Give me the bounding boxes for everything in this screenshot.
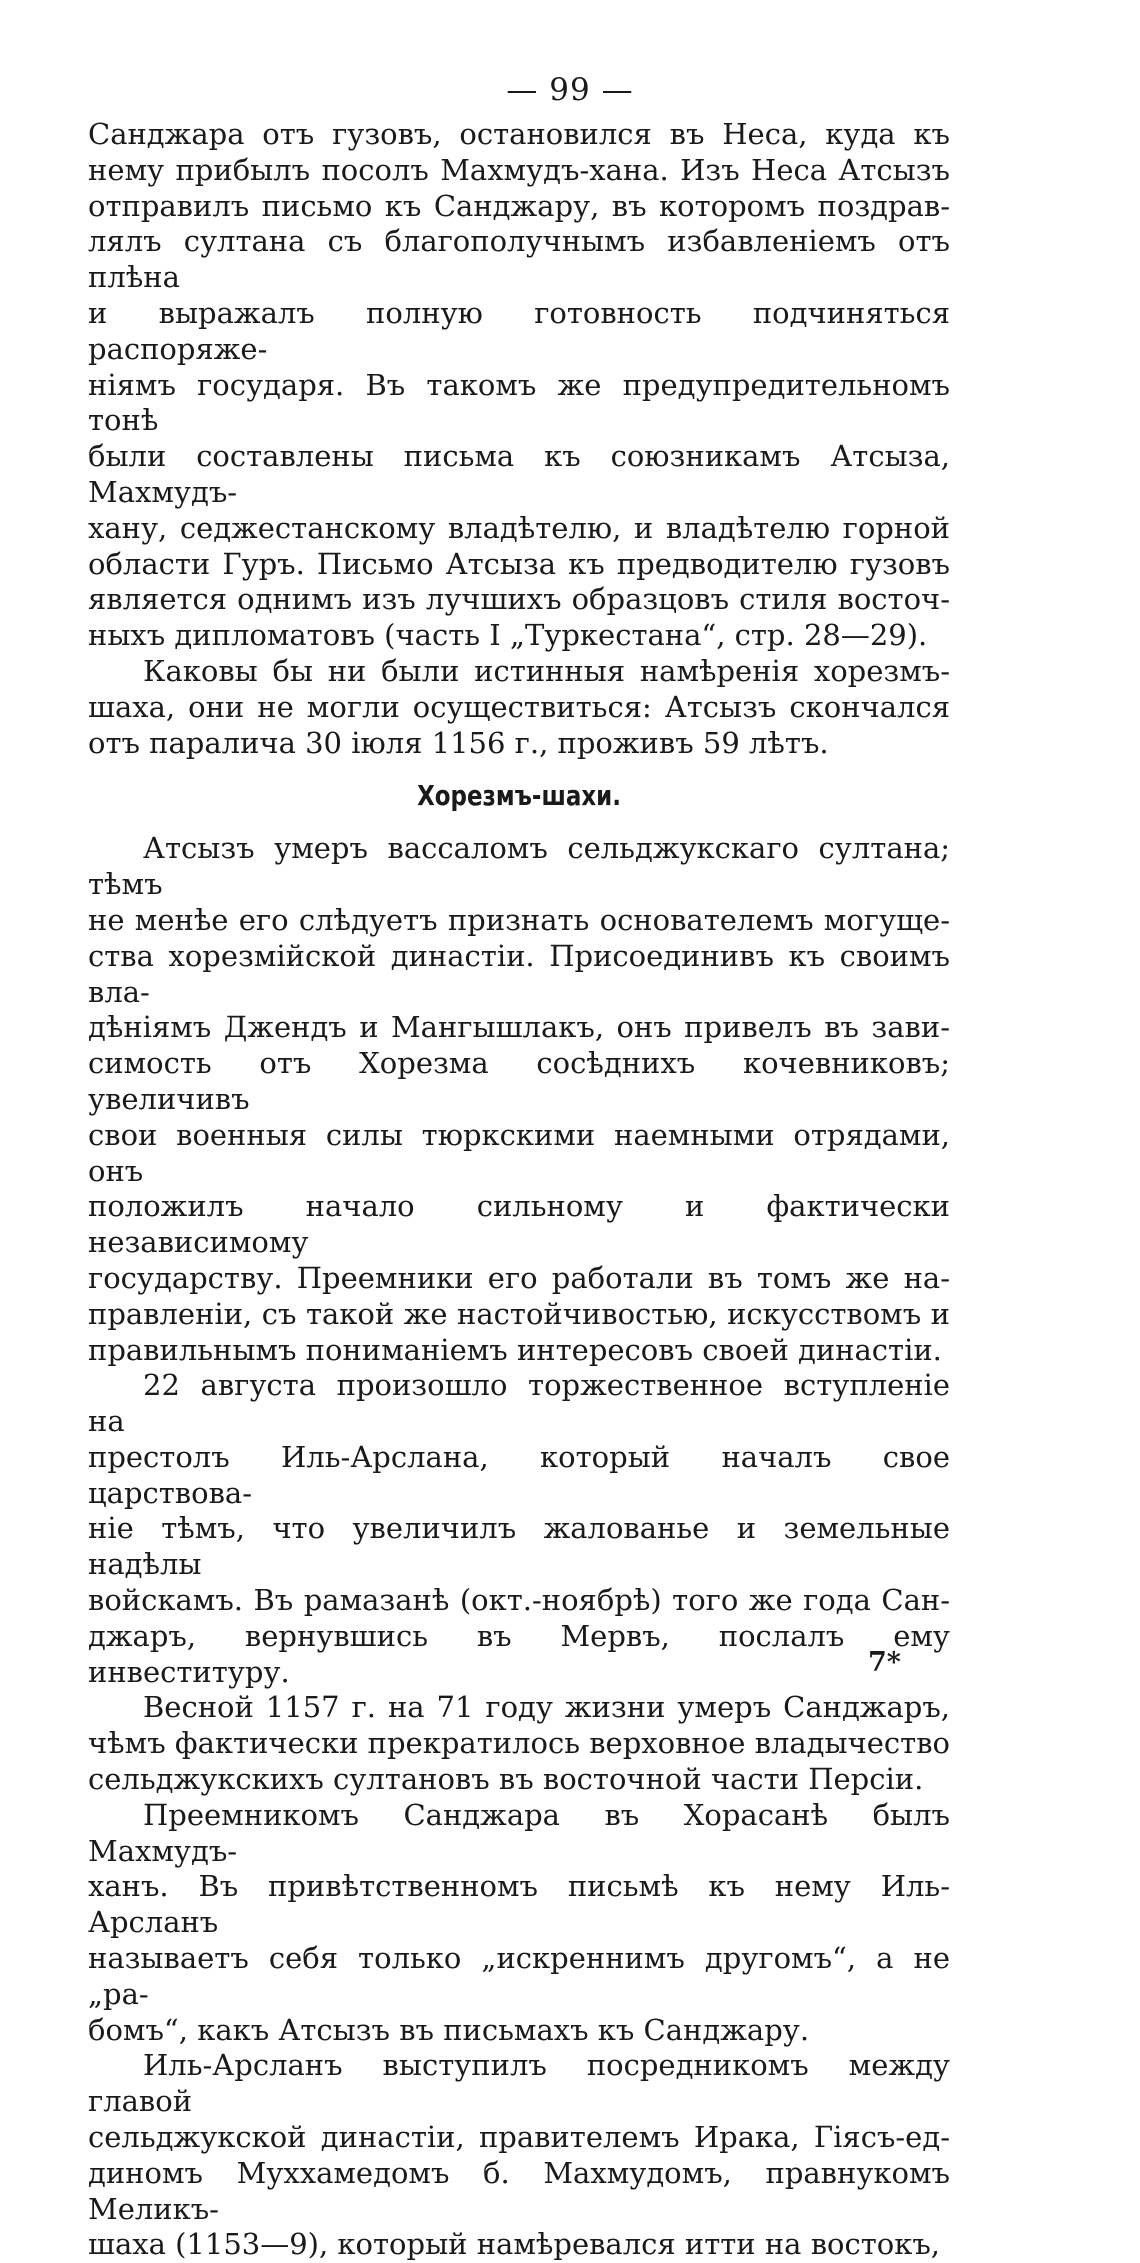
text-line: Каковы бы ни были истинныя намѣренія хорезмъ- <box>143 653 950 688</box>
text-line: шаха (1153—9), который намѣревался итти на востокъ, <box>88 2227 941 2262</box>
paragraph <box>88 2048 950 2263</box>
text-line: лялъ султана съ благополучнымъ избавленіемъ отъ плѣна <box>88 224 950 295</box>
paragraph <box>88 1368 950 1690</box>
text-line: симость отъ Хорезма сосѣднихъ кочевниковъ; увеличивъ <box>88 1046 950 1116</box>
text-line: правленіи, съ такой же настойчивостью, искусствомъ и <box>88 1296 950 1331</box>
text-line: ханъ. Въ привѣтственномъ письмѣ къ нему Иль-Арсланъ <box>88 1869 950 1940</box>
text-line: является однимъ изъ лучшихъ образцовъ стиля восточ- <box>88 582 950 617</box>
text-line: хану, седжестанскому владѣтелю, и владѣтелю горной <box>88 510 950 545</box>
text-line: войскамъ. Въ рамазанѣ (окт.-ноябрѣ) того же года Сан- <box>88 1583 950 1618</box>
section-heading: Хорезмъ-шахи. <box>417 779 621 813</box>
text-line: ныхъ дипломатовъ (часть I „Туркестана“, стр. 28—29). <box>88 618 928 653</box>
text-line: были составлены письма къ союзникамъ Атсыза, Махмудъ- <box>88 439 950 509</box>
text-line: и выражалъ полную готовность подчиняться распоряже- <box>88 295 950 366</box>
text-line: правильнымъ пониманіемъ интересовъ своей династіи. <box>88 1332 942 1367</box>
text-line: Атсызъ умеръ вассаломъ сельджукскаго султана; тѣмъ <box>88 831 950 902</box>
text-line: Преемникомъ Санджара въ Хорасанѣ былъ Махмудъ- <box>88 1797 950 1868</box>
text-line: области Гуръ. Письмо Атсыза къ предводителю гузовъ <box>88 546 950 581</box>
text-line: сельджукскихъ султановъ въ восточной части Персіи. <box>88 1762 924 1797</box>
text-line: сельджукской династіи, правителемъ Ирака, Гіясъ-ед- <box>88 2120 950 2155</box>
text-line: отъ паралича 30 іюля 1156 г., проживъ 59 лѣтъ. <box>88 725 829 760</box>
bottom-section <box>88 831 950 2263</box>
text-line: отправилъ письмо къ Санджару, въ которомъ поздрав- <box>88 188 950 223</box>
text-line: ства хорезмійской династіи. Присоединивъ къ своимъ вла- <box>88 938 950 1009</box>
text-line: дѣніямъ Джендъ и Мангышлакъ, онъ привелъ въ зави- <box>88 1010 950 1045</box>
text-line: ніямъ государя. Въ такомъ же предупредительномъ тонѣ <box>88 367 950 438</box>
paragraph <box>88 1690 950 1797</box>
text-line: свои военныя силы тюркскими наемными отрядами, онъ <box>88 1117 950 1188</box>
text-line: престолъ Иль-Арслана, который началъ свое царствова- <box>88 1439 950 1510</box>
text-line: нему прибылъ посолъ Махмудъ-хана. Изъ Неса Атсызъ <box>88 152 950 187</box>
text-line: положилъ начало сильному и фактически независимому <box>88 1189 950 1260</box>
text-line: бомъ“, какъ Атсызъ въ письмахъ къ Санджару. <box>88 2012 810 2047</box>
text-line: Санджара отъ гузовъ, остановился въ Неса, куда къ <box>88 117 950 151</box>
text-line: джаръ, вернувшись въ Мервъ, послалъ ему инвеституру. <box>88 1618 950 1689</box>
text-line: ніе тѣмъ, что увеличилъ жалованье и земельные надѣлы <box>88 1511 950 1582</box>
text-line: 22 августа произошло торжественное вступленіе на <box>88 1368 950 1439</box>
page-number: — 99 — <box>506 72 634 108</box>
text-line: не менѣе его слѣдуетъ признать основателемъ могуще- <box>88 902 950 937</box>
text-line: шаха, они не могли осуществиться: Атсызъ скончался <box>88 689 950 724</box>
paragraph <box>88 831 950 1368</box>
paragraph <box>88 117 950 654</box>
paragraph <box>88 1798 950 2049</box>
text-line: государству. Преемники его работали въ томъ же на- <box>88 1260 950 1295</box>
text-line: Иль-Арсланъ выступилъ посредникомъ между главой <box>88 2048 950 2119</box>
text-line: диномъ Муххамедомъ б. Махмудомъ, правнукомъ Меликъ- <box>88 2155 950 2226</box>
signature-mark: 7* <box>868 1647 901 1678</box>
main-text <box>88 117 950 2263</box>
top-section <box>88 117 950 761</box>
text-line: называетъ себя только „искреннимъ другомъ“, а не „ра- <box>88 1941 950 2011</box>
paragraph <box>88 654 950 761</box>
text-line: Весной 1157 г. на 71 году жизни умеръ Санджаръ, <box>143 1690 950 1725</box>
text-line: чѣмъ фактически прекратилось верховное владычество <box>88 1726 950 1761</box>
